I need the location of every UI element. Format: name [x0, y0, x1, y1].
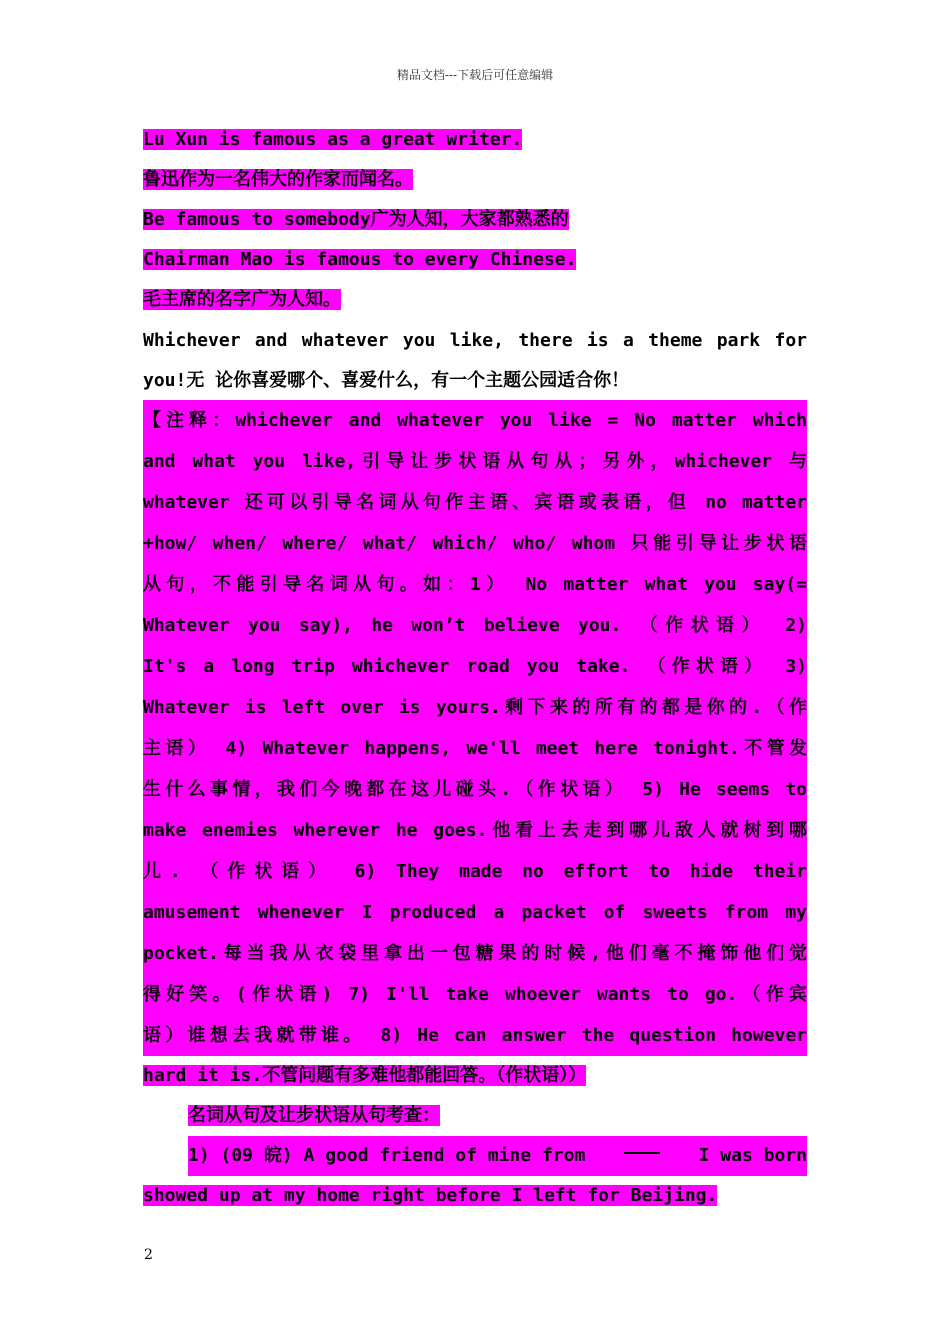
note-line: 儿. （作状语） 6) They made no effort to hide their — [143, 851, 807, 892]
text-line: Lu Xun is famous as a great writer. — [143, 129, 523, 150]
text-line: Chairman Mao is famous to every Chinese. — [143, 249, 577, 270]
question-line-1 — [143, 1136, 807, 1176]
note-line: Whatever is left over is yours.剩下来的所有的都是你的.（作 — [143, 687, 807, 728]
note-line: 【注释：whichever and whatever you like = No matter which — [143, 400, 807, 441]
answer-blank — [624, 1136, 660, 1154]
section-title: 名词从句及让步状语从句考查： — [188, 1105, 440, 1126]
note-line: amusement whenever I produced a packet of sweets from my — [143, 892, 807, 933]
text-line: Whichever and whatever you like, there is a theme park for — [143, 330, 807, 351]
page-header: 精品文档---下载后可任意编辑 — [396, 68, 554, 82]
text-line: Be famous to somebody广为人知，大家都熟悉的 — [143, 209, 569, 230]
document-body — [143, 120, 807, 1216]
text-line: 鲁迅作为一名伟大的作家而闻名。 — [143, 169, 413, 190]
note-line: whatever 还可以引导名词从句作主语、宾语或表语，但 no matter — [143, 482, 807, 523]
note-line: +how/ when/ where/ what/ which/ who/ whom 只能引导让步状语 — [143, 523, 807, 564]
note-line: hard it is.不管问题有多难他都能回答。（作状语）） — [143, 1065, 587, 1086]
text-line: 毛主席的名字广为人知。 — [143, 289, 341, 310]
note-line: 主语） 4) Whatever happens, we'll meet here tonight.不管发 — [143, 728, 807, 769]
note-line: make enemies wherever he goes.他看上去走到哪儿敌人就树到哪 — [143, 810, 807, 851]
question-text-before: 1) (09 皖) A good friend of mine from — [188, 1145, 586, 1166]
note-line: 从句，不能引导名词从句。如：1） No matter what you say(= — [143, 564, 807, 605]
page-number: 2 — [144, 1247, 153, 1263]
note-line: 得好笑。(作状语) 7) I'll take whoever wants to go.（作宾 — [143, 974, 807, 1015]
note-line: It's a long trip whichever road you take. （作状语） 3) — [143, 646, 807, 687]
question-text-after: I was born — [698, 1145, 807, 1166]
note-line: and what you like,引导让步状语从句从；另外，whichever 与 — [143, 441, 807, 482]
note-paragraph — [143, 400, 807, 1096]
note-line: 语）谁想去我就带谁。 8) He can answer the question however — [143, 1015, 807, 1056]
note-line: pocket.每当我从衣袋里拿出一包糖果的时候,他们毫不掩饰他们觉 — [143, 933, 807, 974]
note-line: Whatever you say), he won’t believe you. （作状语） 2) — [143, 605, 807, 646]
question-line-2: showed up at my home right before I left for Beijing. — [143, 1185, 718, 1206]
note-line: 生什么事情，我们今晚都在这儿碰头.（作状语） 5) He seems to — [143, 769, 807, 810]
text-line: you!无 论你喜爱哪个、喜爱什么，有一个主题公园适合你！ — [143, 370, 630, 391]
